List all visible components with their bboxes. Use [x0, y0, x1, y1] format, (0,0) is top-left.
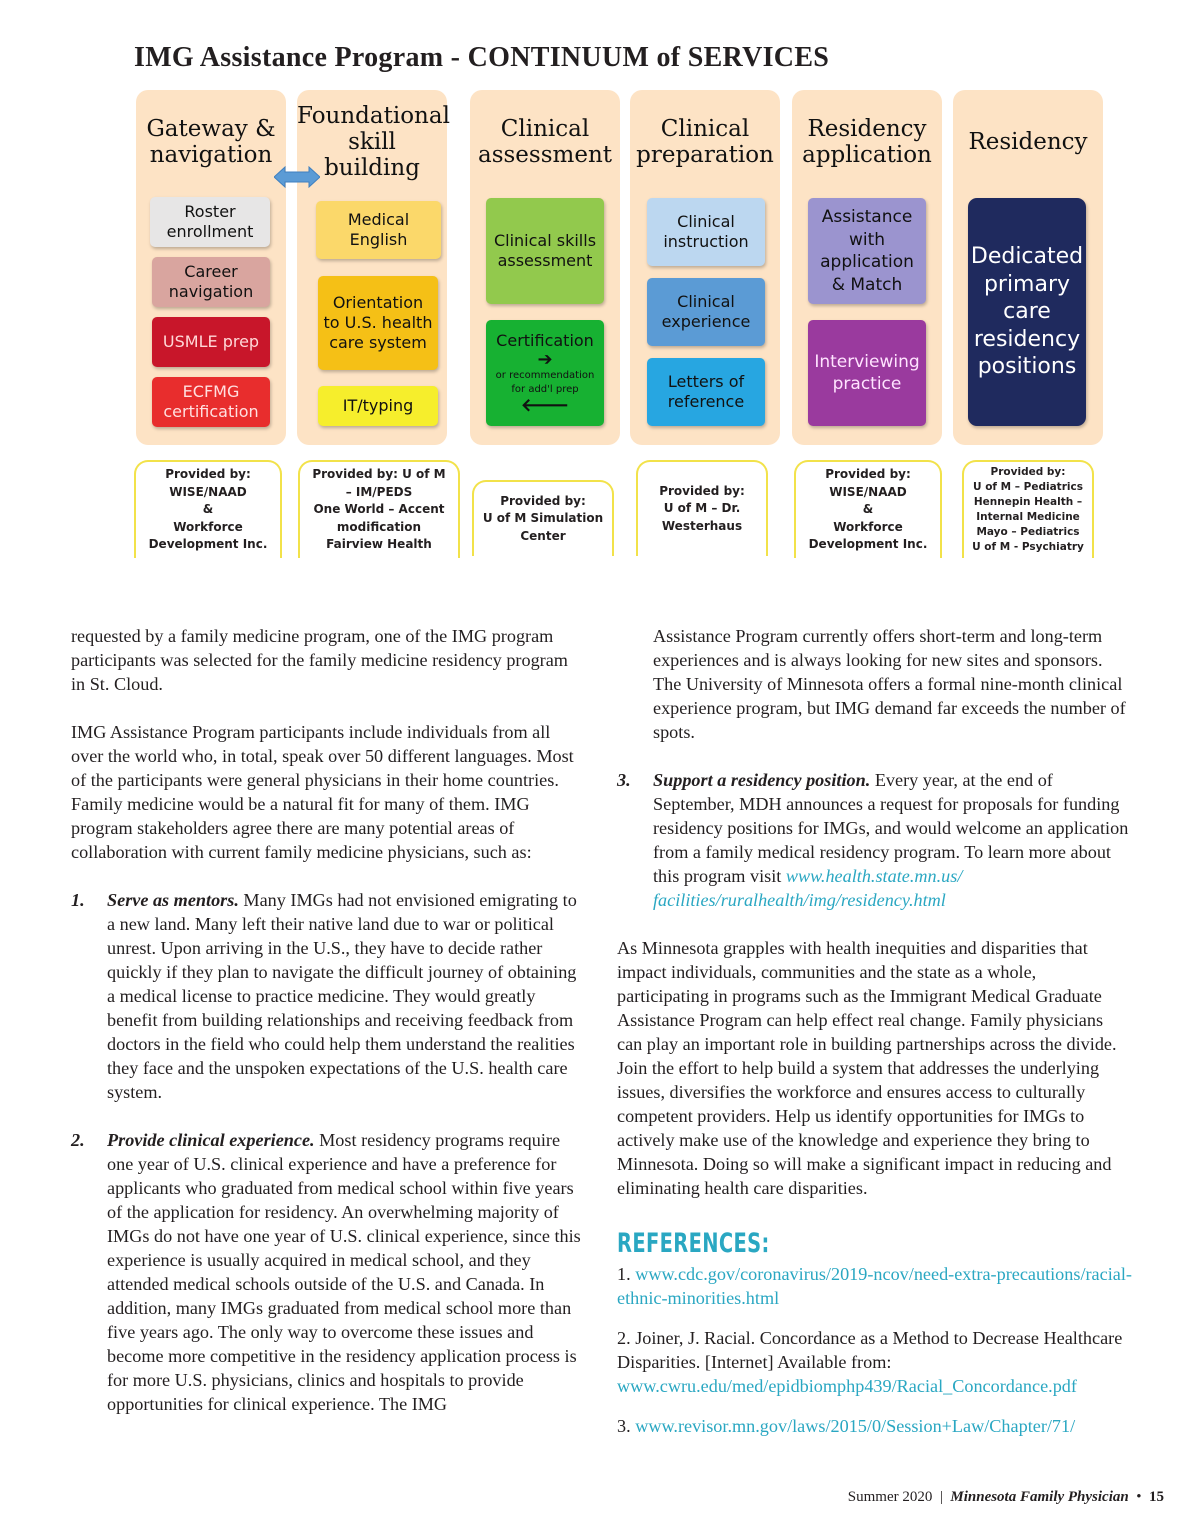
list-number: 2.	[71, 1130, 85, 1150]
diagram-title: IMG Assistance Program - CONTINUUM of SERVICES	[134, 42, 830, 73]
provider-text: Provided by: U of M – IM/PEDS One World – Accent modification Fairview Health	[312, 467, 446, 552]
provider-box	[472, 480, 614, 556]
paragraph: IMG Assistance Program participants include individuals from all over the world who, in total, speak over 50 different languages. Most of the participants were general physicians in their home countries. Family medicine would be a natural fit for many of them. IMG program stakeholders agree there are many potential areas of collaboration with current family medicine physicians, such as:	[71, 722, 574, 862]
service-card: ECFMG certification	[152, 377, 270, 427]
provider-text: Provided by: WISE/NAAD & Workforce Development Inc.	[148, 467, 268, 552]
column-heading: Foundational skill building	[297, 103, 450, 181]
service-card: Clinical skills assessment	[486, 198, 604, 304]
service-card: Clinical instruction	[647, 198, 765, 266]
residency-link[interactable]: www.health.state.mn.us/ facilities/ruralhealth/img/residency.html	[653, 866, 963, 910]
list-item	[71, 1128, 583, 1416]
footer-separator: |	[939, 1489, 943, 1505]
paragraph: As Minnesota grapples with health inequities and disparities that impact individuals, communities and the state as a whole, participating in programs such as the Immigrant Medical Graduate Assistance Program can help effect real change. Family physicians can play an important role in building partnerships across the divide. Join the effort to help build a system that addresses the underlying issues, diversifies the workforce and ensures access to culturally competent providers. Help us identify opportunities for IMGs to actively make use of the knowledge and experience they bring to Minnesota. Doing so will make a significant impact in reducing and eliminating health care disparities.	[617, 938, 1117, 1198]
list-number: 3.	[617, 770, 631, 790]
reference-number: 3.	[617, 1416, 636, 1436]
list-lead: Support a residency position.	[653, 770, 871, 790]
left-column	[71, 624, 583, 1440]
paragraph: Assistance Program currently offers short-term and long-term experiences and is always looking for new sites and sponsors. The University of Minnesota offers a formal nine-month clinical experience program, but IMG demand far exceeds the number of spots.	[653, 626, 1126, 742]
references-list	[617, 1262, 1157, 1454]
reference-text: 2. Joiner, J. Racial. Concordance as a Method to Decrease Healthcare Disparities. [Internet] Available from:	[617, 1328, 1123, 1372]
service-card: USMLE prep	[152, 317, 270, 367]
service-card: IT/typing	[318, 386, 438, 426]
provider-box	[962, 460, 1094, 558]
service-card: Career navigation	[152, 257, 270, 307]
service-card: Medical English	[316, 201, 441, 259]
column-heading: Residency	[968, 129, 1088, 155]
service-card: Roster enrollment	[150, 197, 270, 247]
list-text: Many IMGs had not envisioned emigrating to a new land. Many left their native land due to war or political unrest. Upon arriving in the U.S., they have to decide rather quickly if they plan to navigate the difficult journey of obtaining a medical license to practice medicine. They would greatly benefit from building relationships and receiving feedback from doctors in the field who could help them understand the realities they face and the unspoken expectations of the U.S. health care system.	[107, 890, 577, 1102]
provider-box	[134, 460, 282, 558]
column-heading: Clinical preparation	[636, 116, 774, 168]
page-number: 15	[1149, 1489, 1164, 1505]
service-card: Letters of reference	[647, 358, 765, 426]
reference-link[interactable]: www.cwru.edu/med/epidbiomphp439/Racial_Concordance.pdf	[617, 1376, 1077, 1396]
list-lead: Provide clinical experience.	[107, 1130, 315, 1150]
paragraph: requested by a family medicine program, one of the IMG program participants was selected for the family medicine residency program in St. Cloud.	[71, 626, 568, 694]
list-number: 1.	[71, 890, 85, 910]
provider-text: Provided by: U of M – Pediatrics Hennepin Health – Internal Medicine Mayo – Pediatrics U of M - Psychiatry	[972, 466, 1084, 553]
service-card: Dedicated primary care residency positions	[968, 198, 1086, 426]
page-footer	[848, 1489, 1164, 1506]
footer-season: Summer 2020	[847, 1489, 933, 1505]
double-arrow-icon	[274, 166, 320, 188]
right-column	[617, 624, 1132, 1224]
references-heading: REFERENCES:	[617, 1228, 770, 1259]
provider-box	[298, 460, 460, 558]
column-heading: Residency application	[802, 116, 932, 168]
footer-magazine: Minnesota Family Physician	[950, 1489, 1129, 1505]
reference-link[interactable]: www.cdc.gov/coronavirus/2019-ncov/need-extra-precautions/racial-ethnic-minorities.html	[617, 1264, 1132, 1308]
list-item	[71, 888, 583, 1104]
column-heading: Clinical assessment	[477, 116, 612, 168]
footer-bullet: •	[1136, 1489, 1142, 1505]
service-card: Clinical experience	[647, 278, 765, 346]
provider-box	[794, 460, 942, 558]
reference-item	[617, 1326, 1157, 1398]
reference-number: 1.	[617, 1264, 636, 1284]
list-lead: Serve as mentors.	[107, 890, 239, 910]
service-card: Assistance with application & Match	[808, 198, 926, 304]
list-item	[617, 768, 1132, 912]
service-card: Interviewing practice	[808, 320, 926, 426]
list-text: Every year, at the end of September, MDH announces a request for proposals for funding residency positions for IMGs, and would welcome an application from a family medical residency program. To learn more about this program visit	[653, 770, 1129, 886]
provider-text: Provided by: WISE/NAAD & Workforce Development Inc.	[808, 467, 928, 552]
provider-box	[636, 460, 768, 556]
reference-link[interactable]: www.revisor.mn.gov/laws/2015/0/Session+Law/Chapter/71/	[635, 1416, 1076, 1436]
column-heading: Gateway & navigation	[146, 116, 276, 168]
provider-text: Provided by: U of M Simulation Center	[482, 493, 604, 543]
service-card: Certification ➔ or recommendation for add'l prep 🡐	[486, 320, 604, 426]
service-card: Orientation to U.S. health care system	[318, 276, 438, 370]
list-text: Most residency programs require one year of U.S. clinical experience and have a preference for applicants who graduated from medical school within five years of the application for residency. An overwhelming majority of IMGs do not have one year of U.S. clinical experience, since this experience is usually acquired in medical school, and they attended medical schools outside of the U.S. and Canada. In addition, many IMGs graduated from medical school more than five years ago. The only way to overcome these issues and become more competitive in the residency application process is for more U.S. physicians, clinics and hospitals to provide opportunities for clinical experience. The IMG	[107, 1130, 581, 1414]
provider-text: Provided by: U of M – Dr. Westerhaus	[659, 483, 745, 533]
reference-item	[617, 1262, 1157, 1310]
reference-item	[617, 1414, 1157, 1438]
